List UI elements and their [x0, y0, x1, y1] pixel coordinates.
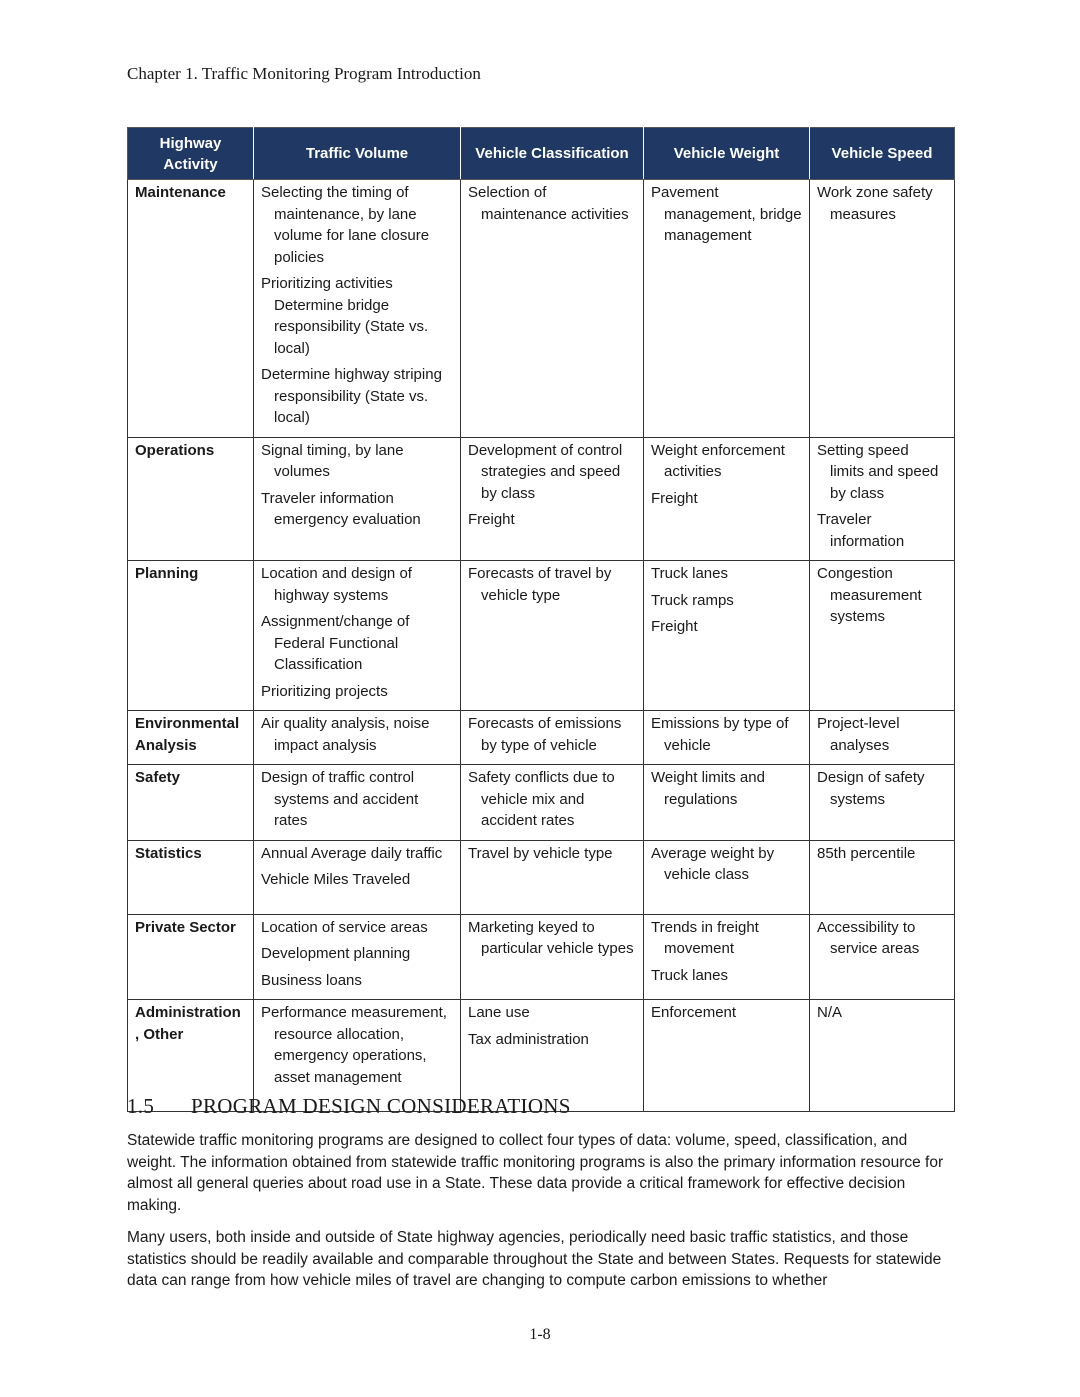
table-cell: [644, 561, 810, 711]
cell-item: Design of safety systems: [817, 769, 925, 808]
cell-item: N/A: [817, 1004, 843, 1021]
table-cell: [461, 840, 644, 914]
cell-item: Annual Average daily traffic: [261, 844, 443, 862]
section-number: 1.5: [127, 1094, 155, 1118]
table-row: [128, 914, 955, 1000]
cell-item: Selecting the timing of maintenance, by lane volume for lane closure policies: [261, 184, 430, 266]
activity-cell: [128, 765, 254, 841]
column-header: Vehicle Speed: [810, 128, 955, 180]
cell-item: Weight limits and regulations: [651, 769, 765, 808]
body-paragraph: Many users, both inside and outside of State highway agencies, periodically need basic traffic statistics, and those statistics should be readily available and comparable throughout the State and between States. Requests for statewide data can range from how vehicle miles of travel are changing to compute carbon emissions to whether: [127, 1229, 942, 1290]
cell-item: Design of traffic control systems and accident rates: [261, 769, 419, 829]
table-row: [128, 711, 955, 765]
table-cell: [810, 1000, 955, 1112]
cell-item: Accessibility to service areas: [817, 918, 920, 957]
cell-item: Freight: [468, 511, 515, 528]
activity-label: Planning: [135, 565, 199, 582]
table-cell: [254, 437, 461, 561]
cell-item: Tax administration: [468, 1030, 589, 1048]
table-row: [128, 561, 955, 711]
table-cell: [461, 765, 644, 841]
cell-item: Truck lanes: [651, 966, 728, 984]
cell-item: Location of service areas: [261, 918, 428, 936]
cell-item: Assignment/change of Federal Functional Classification: [261, 613, 410, 673]
cell-item: Marketing keyed to particular vehicle types: [468, 918, 634, 957]
table-cell: [644, 711, 810, 765]
activity-cell: [128, 561, 254, 711]
activity-label: Environmental Analysis: [135, 715, 240, 754]
activity-label: Administration , Other: [135, 1004, 241, 1043]
table-cell: [461, 437, 644, 561]
cell-item: Performance measurement, resource allocation, emergency operations, asset management: [261, 1004, 447, 1086]
table-cell: [644, 180, 810, 438]
table-cell: [810, 914, 955, 1000]
cell-item: Enforcement: [651, 1004, 737, 1021]
cell-item: Traveler information: [817, 511, 905, 550]
table-row: [128, 765, 955, 841]
running-head: Chapter 1. Traffic Monitoring Program Introduction: [127, 64, 481, 83]
page-number: 1-8: [529, 1326, 551, 1343]
table-cell: [810, 561, 955, 711]
cell-item: Safety conflicts due to vehicle mix and accident rates: [468, 769, 615, 829]
cell-item: Determine highway striping responsibility (State vs. local): [261, 366, 442, 426]
table-cell: [810, 437, 955, 561]
cell-item: Truck ramps: [651, 591, 734, 609]
table-row: [128, 180, 955, 438]
table-header-row: [128, 128, 955, 180]
cell-item: Forecasts of emissions by type of vehicle: [468, 715, 622, 754]
cell-item: Lane use: [468, 1004, 530, 1021]
section-heading: [127, 1094, 571, 1119]
table-cell: [810, 711, 955, 765]
table-cell: [254, 914, 461, 1000]
cell-item: Forecasts of travel by vehicle type: [468, 565, 612, 604]
cell-item: Prioritizing activities Determine bridge responsibility (State vs. local): [261, 275, 429, 357]
cell-item: Work zone safety measures: [817, 184, 933, 223]
cell-item: Pavement management, bridge management: [651, 184, 802, 244]
table-cell: [254, 765, 461, 841]
table-row: [128, 840, 955, 914]
cell-item: Project-level analyses: [817, 715, 900, 754]
cell-item: Air quality analysis, noise impact analysis: [261, 715, 430, 754]
activity-cell: [128, 840, 254, 914]
section-title: PROGRAM DESIGN CONSIDERATIONS: [191, 1094, 571, 1118]
cell-item: Traveler information emergency evaluation: [261, 489, 421, 528]
cell-item: Freight: [651, 489, 698, 507]
cell-item: Prioritizing projects: [261, 682, 388, 700]
cell-item: Development of control strategies and speed by class: [468, 441, 623, 502]
column-header: Vehicle Weight: [644, 128, 810, 180]
table-cell: [254, 561, 461, 711]
activity-label: Safety: [135, 769, 181, 786]
cell-item: Truck lanes: [651, 565, 728, 582]
table-cell: [810, 840, 955, 914]
cell-item: Weight enforcement activities: [651, 441, 785, 480]
table-cell: [461, 561, 644, 711]
cell-item: Development planning: [261, 945, 411, 962]
table-row: [128, 437, 955, 561]
cell-item: Trends in freight movement: [651, 918, 759, 957]
table-cell: [461, 180, 644, 438]
activity-cell: [128, 180, 254, 438]
column-header: Vehicle Classification: [461, 128, 644, 180]
cell-item: 85th percentile: [817, 844, 916, 862]
table-cell: [461, 914, 644, 1000]
table-cell: [461, 711, 644, 765]
activity-label: Maintenance: [135, 184, 226, 201]
cell-item: Vehicle Miles Traveled: [261, 871, 411, 888]
activity-label: Operations: [135, 441, 215, 459]
activity-label: Statistics: [135, 844, 202, 862]
highway-activity-table: [127, 127, 955, 1112]
table-cell: [644, 914, 810, 1000]
cell-item: Freight: [651, 618, 698, 635]
column-header: Highway Activity: [128, 128, 254, 180]
table-cell: [254, 840, 461, 914]
cell-item: Signal timing, by lane volumes: [261, 441, 404, 480]
column-header: Traffic Volume: [254, 128, 461, 180]
body-paragraph: Statewide traffic monitoring programs are designed to collect four types of data: volume, speed, classification, and weight. The information obtained from statewide traffic monitoring programs is also the primary information resource for almost all general queries about road use in a State. These data provide a critical framework for effective decision making.: [127, 1132, 944, 1215]
activity-cell: [128, 914, 254, 1000]
table-cell: [810, 180, 955, 438]
table-cell: [644, 1000, 810, 1112]
activity-cell: [128, 711, 254, 765]
table-cell: [254, 180, 461, 438]
table-cell: [254, 711, 461, 765]
table-cell: [644, 437, 810, 561]
cell-item: Congestion measurement systems: [817, 565, 922, 625]
cell-item: Business loans: [261, 971, 362, 989]
cell-item: Selection of maintenance activities: [468, 184, 629, 223]
cell-item: Emissions by type of vehicle: [651, 715, 789, 754]
cell-item: Average weight by vehicle class: [651, 844, 775, 883]
activity-label: Private Sector: [135, 918, 236, 936]
table-cell: [644, 840, 810, 914]
cell-item: Travel by vehicle type: [468, 844, 613, 862]
cell-item: Location and design of highway systems: [261, 565, 412, 604]
table-cell: [810, 765, 955, 841]
cell-item: Setting speed limits and speed by class: [817, 441, 939, 502]
activity-cell: [128, 437, 254, 561]
table-cell: [644, 765, 810, 841]
